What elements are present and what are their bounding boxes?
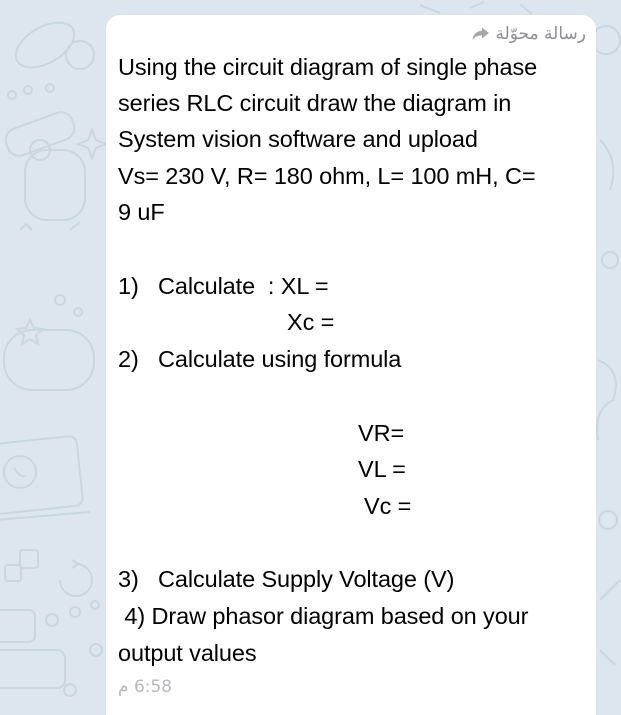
forwarded-label: رسالة محوّلة	[495, 24, 586, 44]
message-bubble[interactable]	[106, 15, 596, 715]
forward-arrow-icon	[472, 27, 490, 41]
message-text-line: System vision software and upload	[118, 126, 478, 152]
message-text-line: Using the circuit diagram of single phase	[118, 54, 538, 80]
message-text-line: 9 uF	[118, 199, 165, 225]
formula-vr: VR=	[358, 420, 405, 446]
question-3: 3) Calculate Supply Voltage (V)	[118, 566, 455, 592]
message-text-line: output values	[118, 640, 257, 666]
formula-vl: VL =	[358, 456, 406, 482]
question-1-xc: Xc =	[287, 309, 335, 335]
forwarded-header	[472, 23, 587, 45]
formula-vc: Vc =	[364, 493, 412, 519]
message-text-line: series RLC circuit draw the diagram in	[118, 90, 512, 116]
question-1-xl: 1) Calculate : XL =	[118, 273, 329, 299]
message-text-line: Vs= 230 V, R= 180 ohm, L= 100 mH, C=	[118, 163, 536, 189]
question-2: 2) Calculate using formula	[118, 346, 402, 372]
question-4: 4) Draw phasor diagram based on your	[118, 603, 529, 629]
message-timestamp: 6:58 م	[118, 677, 173, 697]
